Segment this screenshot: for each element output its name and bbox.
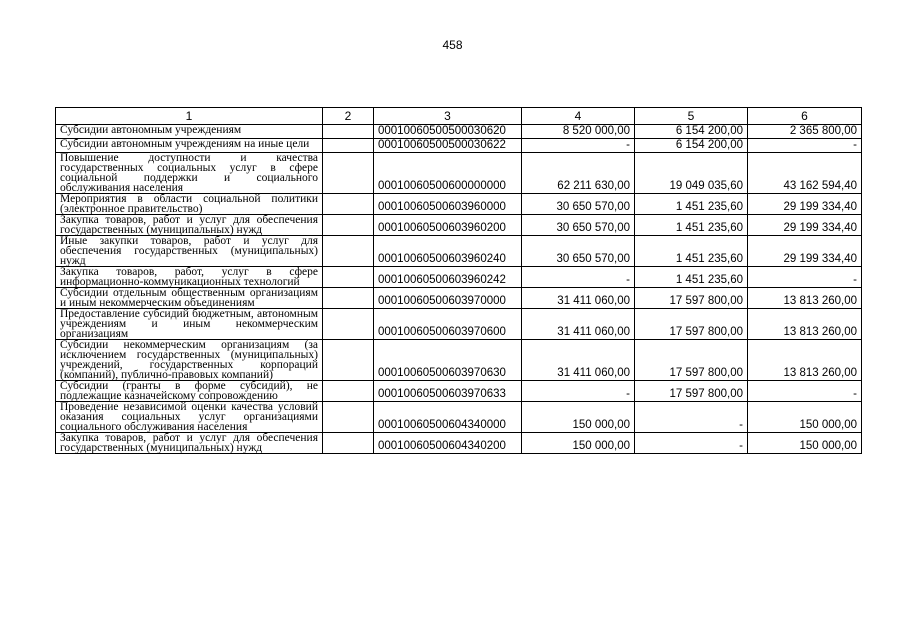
row-value-5: 1 451 235,60	[635, 194, 748, 215]
row-value-5: -	[635, 433, 748, 454]
column-header: 5	[635, 108, 748, 125]
table-row	[56, 309, 862, 340]
row-value-6: 2 365 800,00	[748, 125, 862, 139]
row-code: 00010060500603970000	[374, 288, 522, 309]
row-value-5: 1 451 235,60	[635, 236, 748, 267]
row-name: Субсидии автономным учреждениям	[56, 125, 323, 139]
row-col2	[323, 381, 374, 402]
row-col2	[323, 309, 374, 340]
row-value-5: 17 597 800,00	[635, 309, 748, 340]
row-col2	[323, 139, 374, 153]
row-value-4: 150 000,00	[522, 402, 635, 433]
column-header: 1	[56, 108, 323, 125]
row-code: 00010060500604340200	[374, 433, 522, 454]
row-col2	[323, 267, 374, 288]
row-value-4: 31 411 060,00	[522, 309, 635, 340]
row-name: Субсидии отдельным общественным организациям и иным некоммерческим объединениям	[56, 288, 323, 309]
row-col2	[323, 215, 374, 236]
row-value-6: 13 813 260,00	[748, 309, 862, 340]
row-value-6: 29 199 334,40	[748, 215, 862, 236]
table-row	[56, 236, 862, 267]
row-name: Субсидии (гранты в форме субсидий), не подлежащие казначейскому сопровождению	[56, 381, 323, 402]
row-col2	[323, 194, 374, 215]
row-code: 00010060500603970633	[374, 381, 522, 402]
row-value-6: 150 000,00	[748, 433, 862, 454]
row-code: 00010060500604340000	[374, 402, 522, 433]
row-name: Субсидии автономным учреждениям на иные цели	[56, 139, 323, 153]
row-name: Закупка товаров, работ, услуг в сфере информационно-коммуникационных технологий	[56, 267, 323, 288]
table-row	[56, 340, 862, 381]
row-col2	[323, 288, 374, 309]
row-name: Мероприятия в области социальной политики (электронное правительство)	[56, 194, 323, 215]
table-row	[56, 153, 862, 194]
row-value-4: -	[522, 139, 635, 153]
row-col2	[323, 402, 374, 433]
row-value-6: 29 199 334,40	[748, 194, 862, 215]
row-value-5: 17 597 800,00	[635, 340, 748, 381]
row-value-4: -	[522, 267, 635, 288]
row-name: Предоставление субсидий бюджетным, автономным учреждениям и иным некоммерческим организациям	[56, 309, 323, 340]
row-col2	[323, 340, 374, 381]
row-value-6: 13 813 260,00	[748, 340, 862, 381]
row-value-4: 8 520 000,00	[522, 125, 635, 139]
row-value-5: 6 154 200,00	[635, 139, 748, 153]
table-row	[56, 215, 862, 236]
row-name: Субсидии некоммерческим организациям (за исключением государственных (муниципальных) учреждений, государственных корпораций (компаний), публично-правовых компаний)	[56, 340, 323, 381]
table-row	[56, 139, 862, 153]
row-value-4: 62 211 630,00	[522, 153, 635, 194]
row-col2	[323, 125, 374, 139]
row-code: 00010060500603960200	[374, 215, 522, 236]
row-value-5: 1 451 235,60	[635, 267, 748, 288]
table-row	[56, 288, 862, 309]
budget-table	[55, 107, 862, 454]
column-header: 3	[374, 108, 522, 125]
row-col2	[323, 433, 374, 454]
table-row	[56, 125, 862, 139]
table-row	[56, 267, 862, 288]
row-col2	[323, 153, 374, 194]
row-value-4: 30 650 570,00	[522, 194, 635, 215]
row-name: Иные закупки товаров, работ и услуг для обеспечения государственных (муниципальных) нужд	[56, 236, 323, 267]
column-header: 6	[748, 108, 862, 125]
table-row	[56, 433, 862, 454]
row-code: 00010060500603970600	[374, 309, 522, 340]
row-value-6: 29 199 334,40	[748, 236, 862, 267]
row-value-4: 150 000,00	[522, 433, 635, 454]
row-name: Повышение доступности и качества государственных социальных услуг в сфере социальной поддержки и социального обслуживания населения	[56, 153, 323, 194]
row-value-6: -	[748, 267, 862, 288]
row-value-5: 17 597 800,00	[635, 288, 748, 309]
table-row	[56, 194, 862, 215]
row-code: 00010060500603970630	[374, 340, 522, 381]
row-value-6: -	[748, 139, 862, 153]
row-value-6: 150 000,00	[748, 402, 862, 433]
row-code: 00010060500603960240	[374, 236, 522, 267]
row-value-6: -	[748, 381, 862, 402]
row-value-5: 17 597 800,00	[635, 381, 748, 402]
row-name: Закупка товаров, работ и услуг для обеспечения государственных (муниципальных) нужд	[56, 433, 323, 454]
row-value-5: 6 154 200,00	[635, 125, 748, 139]
page-number: 458	[442, 38, 463, 52]
row-value-5: 19 049 035,60	[635, 153, 748, 194]
row-name: Закупка товаров, работ и услуг для обеспечения государственных (муниципальных) нужд	[56, 215, 323, 236]
row-code: 00010060500500030622	[374, 139, 522, 153]
row-value-6: 13 813 260,00	[748, 288, 862, 309]
table-row	[56, 381, 862, 402]
table-row	[56, 402, 862, 433]
row-code: 00010060500603960242	[374, 267, 522, 288]
row-code: 00010060500600000000	[374, 153, 522, 194]
row-value-5: 1 451 235,60	[635, 215, 748, 236]
column-header: 4	[522, 108, 635, 125]
column-header: 2	[323, 108, 374, 125]
row-value-4: 31 411 060,00	[522, 340, 635, 381]
row-code: 00010060500603960000	[374, 194, 522, 215]
row-value-4: 31 411 060,00	[522, 288, 635, 309]
table-header-row	[56, 108, 862, 125]
row-name: Проведение независимой оценки качества условий оказания социальных услуг организациями социального обслуживания населения	[56, 402, 323, 433]
row-code: 00010060500500030620	[374, 125, 522, 139]
row-value-4: 30 650 570,00	[522, 236, 635, 267]
row-value-5: -	[635, 402, 748, 433]
row-value-4: 30 650 570,00	[522, 215, 635, 236]
row-value-6: 43 162 594,40	[748, 153, 862, 194]
row-value-4: -	[522, 381, 635, 402]
row-col2	[323, 236, 374, 267]
